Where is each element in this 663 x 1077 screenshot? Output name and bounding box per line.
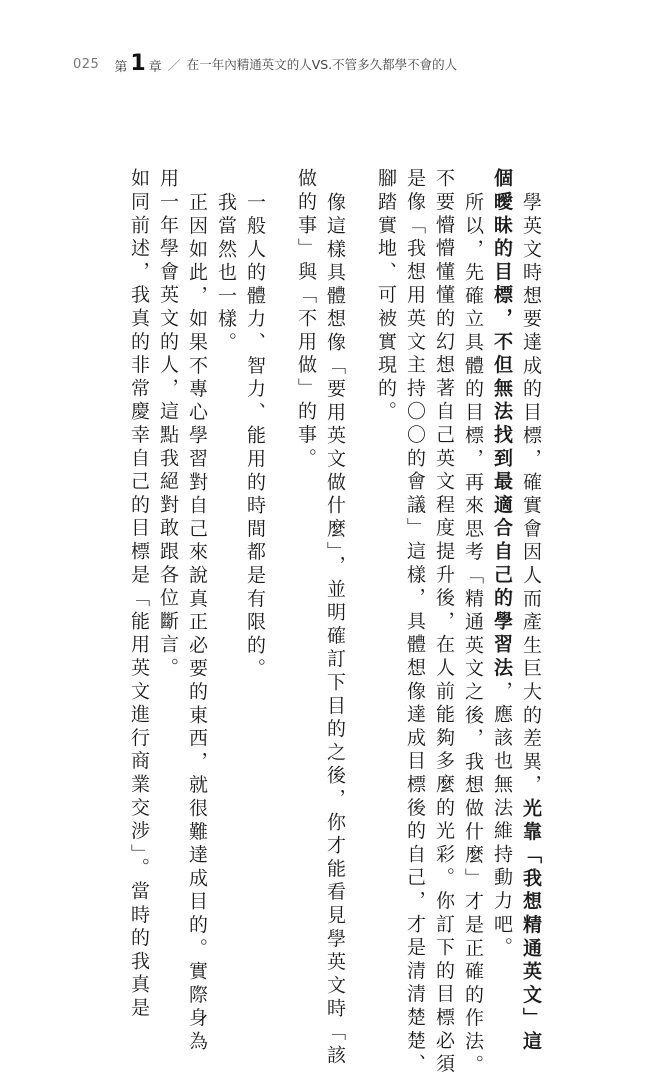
header-separator: ／: [167, 58, 181, 74]
text-run: 學英文時想要達成的目標，確實會因人而產生巨大的差異，: [520, 192, 542, 798]
text-line: 像這樣具體想像「要用英文做什麼」，並明確訂下目的之後，你才能看見學英文時「該: [324, 192, 346, 1068]
body-text: [124, 168, 545, 1077]
text-line: 所以，先確立具體的目標，再來思考「精通英文之後，我想做什麼」才是正確的作法。: [462, 192, 484, 1077]
text-line: 用一年學會英文的人，這點我絕對敢跟各位斷言。: [157, 168, 179, 681]
paragraph-gap: [349, 168, 371, 848]
text-line: 不要懵懵懂懂的幻想著自己英文程度提升後，在人前能夠多麼的光彩。你訂下的目標必須: [433, 168, 455, 1077]
text-line: 腳踏實地、可被實現的。: [375, 168, 397, 425]
text-line: 一般人的體力、智力、能用的時間都是有限的。: [244, 192, 266, 682]
running-header: [73, 52, 457, 76]
paragraph-gap: [269, 168, 291, 848]
paragraph-4: [211, 168, 269, 848]
text-line: [487, 168, 516, 961]
paragraph-1: [487, 168, 545, 1055]
text-line: 是像「我想用英文主持〇〇的會議」這樣，具體想像達成目標後的自己，才是清清楚楚、: [404, 168, 426, 1077]
emphasis-text: 個曖昧的目標，不但無法找到最適合自己的學習法: [491, 168, 513, 681]
chapter-label: [114, 52, 161, 77]
text-line: 我當然也一樣。: [215, 192, 237, 356]
page-number: 025: [73, 56, 100, 72]
chapter-suffix: 章: [148, 59, 162, 75]
text-line: 正因如此，如果不專心學習對自己來說真正必要的東西，就很難達成目的。實際身為: [186, 192, 208, 1055]
paragraph-6: [124, 168, 153, 1021]
chapter-number: 1: [130, 50, 146, 76]
chapter-title: 在一年內精通英文的人VS.不管多久都學不會的人: [186, 57, 458, 72]
text-run: ，應該也無法維持動力吧。: [491, 680, 513, 961]
paragraph-5: [153, 168, 211, 1055]
paragraph-3: [291, 168, 349, 1068]
emphasis-text: 光靠「我想精通英文」這: [520, 797, 542, 1055]
text-line: 做的事」與「不用做」的事。: [295, 168, 317, 471]
chapter-prefix: 第: [114, 59, 128, 75]
text-line: [516, 168, 545, 1055]
paragraph-2: [371, 168, 487, 1077]
text-line: 如同前述，我真的非常慶幸自己的目標是「能用英文進行商業交涉」。當時的我真是: [128, 168, 150, 1021]
